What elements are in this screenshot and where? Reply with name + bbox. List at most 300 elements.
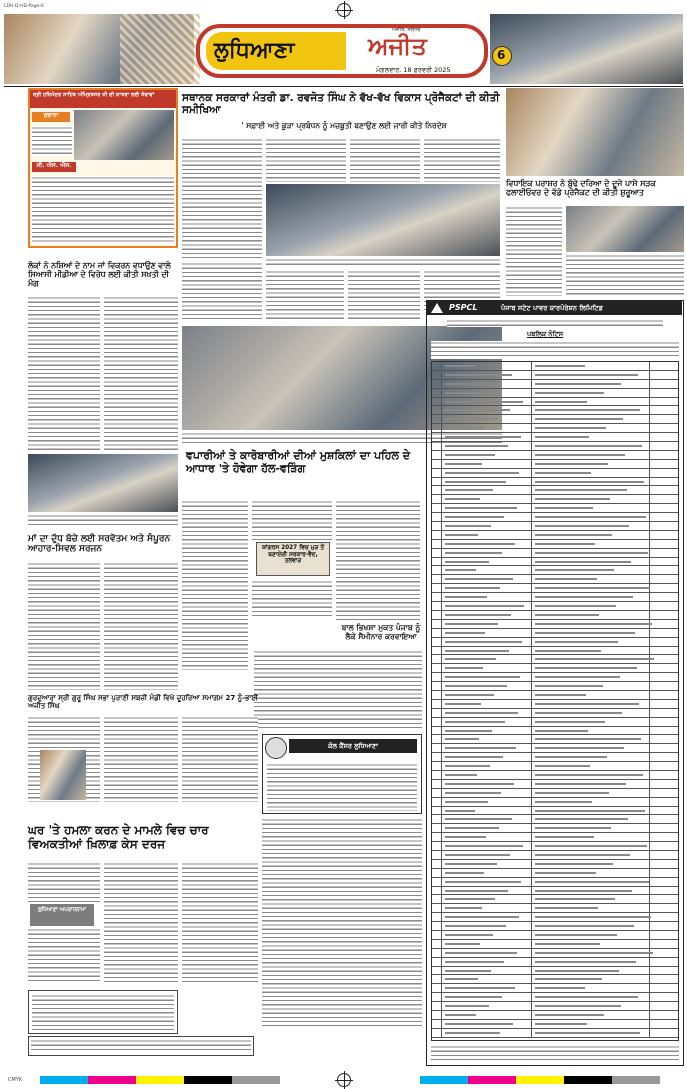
cell — [650, 815, 678, 823]
cell — [532, 798, 650, 806]
right-top-photo — [506, 88, 684, 176]
pspcl-table-row — [432, 815, 678, 824]
cell — [532, 682, 650, 690]
gurdwara-portrait — [40, 750, 86, 800]
cell — [432, 1020, 442, 1028]
pspcl-table-row — [432, 682, 678, 691]
cell — [650, 860, 678, 868]
pspcl-table — [431, 361, 679, 1041]
cell — [432, 869, 442, 877]
cell — [442, 967, 532, 975]
cell — [650, 798, 678, 806]
pspcl-table-row — [432, 878, 678, 887]
cell — [432, 700, 442, 708]
cell — [532, 566, 650, 574]
pspcl-table-row — [432, 904, 678, 913]
cell — [442, 1020, 532, 1028]
bottom-col-1b — [28, 928, 100, 984]
cell — [442, 478, 532, 486]
cmyk-colorbar — [40, 1076, 280, 1084]
swatch-gray — [232, 1076, 280, 1084]
pspcl-table-row — [432, 940, 678, 949]
cell — [532, 513, 650, 521]
cell — [432, 744, 442, 752]
cell — [650, 975, 678, 983]
cell — [650, 531, 678, 539]
cell — [650, 415, 678, 423]
cell — [432, 958, 442, 966]
cell — [432, 904, 442, 912]
cell — [442, 442, 532, 450]
cell — [442, 780, 532, 788]
cell — [650, 878, 678, 886]
cell — [432, 851, 442, 859]
lead-col-4 — [424, 138, 500, 182]
pspcl-table-row — [432, 504, 678, 513]
bank-ad-table — [262, 818, 422, 1026]
pspcl-table-row — [432, 984, 678, 993]
traders-col-4 — [336, 500, 420, 620]
cell — [532, 593, 650, 601]
right-top-col-2 — [566, 254, 684, 296]
swatch-cyan — [40, 1076, 88, 1084]
cell — [532, 975, 650, 983]
pspcl-table-row — [432, 424, 678, 433]
pspcl-table-row — [432, 522, 678, 531]
cell — [532, 575, 650, 583]
lead-photo-meeting — [266, 184, 500, 256]
cell — [532, 549, 650, 557]
pspcl-table-row — [432, 727, 678, 736]
cell — [432, 664, 442, 672]
cell — [442, 575, 532, 583]
left-second-headline: ਲੋਕਾਂ ਨੇ ਨਸ਼ਿਆਂ ਦੇ ਨਾਮ ਜਾਂ ਵਿਕਰਨ ਵਧਾਉਣ ਵਾਲੇ ਸਿਆਸੀ ਮੀਡੀਆ ਦੇ ਵਿਰੋਧ ਲਈ ਕੀਤੀ ਸਖਤੀ ਦੀ ਮੰਗ — [28, 261, 171, 288]
cell — [650, 762, 678, 770]
cell — [532, 398, 650, 406]
cell — [532, 993, 650, 1001]
lead-col-6 — [266, 270, 344, 322]
cell — [442, 958, 532, 966]
bottom-headline: ਘਰ 'ਤੇ ਹਮਲਾ ਕਰਨ ਦੇ ਮਾਮਲੇ ਵਿਚ ਚਾਰ ਵਿਅਕਤੀਆਂ ਖ਼ਿਲਾਫ਼ ਕੇਸ ਦਰਜ — [28, 823, 209, 851]
cell — [650, 887, 678, 895]
swatch-yellow — [516, 1076, 564, 1084]
cell — [650, 647, 678, 655]
pspcl-table-row — [432, 949, 678, 958]
traders-col-1 — [182, 500, 248, 670]
cell — [432, 709, 442, 717]
cell — [432, 469, 442, 477]
cell — [432, 798, 442, 806]
cell — [650, 958, 678, 966]
pspcl-table-row — [432, 611, 678, 620]
cell — [650, 780, 678, 788]
cell — [442, 513, 532, 521]
cell — [650, 753, 678, 761]
cell — [442, 558, 532, 566]
masthead-paper: ਅਜੀਤ — [368, 32, 427, 60]
cell — [442, 611, 532, 619]
cell — [650, 842, 678, 850]
cell — [532, 807, 650, 815]
pspcl-table-row — [432, 753, 678, 762]
pspcl-table-row — [432, 931, 678, 940]
cell — [442, 522, 532, 530]
cell — [432, 931, 442, 939]
cell — [532, 460, 650, 468]
cell — [650, 620, 678, 628]
bottom-tag — [30, 904, 94, 926]
ad-text-1 — [32, 126, 72, 156]
cell — [432, 442, 442, 450]
cell — [650, 380, 678, 388]
pspcl-table-row — [432, 620, 678, 629]
cell — [442, 593, 532, 601]
cell — [432, 735, 442, 743]
cell — [432, 647, 442, 655]
traders-headline: ਵਪਾਰੀਆਂ ਤੇ ਕਾਰੋਬਾਰੀਆਂ ਦੀਆਂ ਮੁਸ਼ਕਿਲਾਂ ਦਾ ਪਹਿਲ ਦੇ ਆਧਾਰ 'ਤੇ ਹੋਵੇਗਾ ਹੱਲ-ਵੜਿੰਗ — [186, 449, 411, 475]
cell — [650, 1011, 678, 1019]
cell — [532, 931, 650, 939]
cell — [532, 611, 650, 619]
cell — [432, 807, 442, 815]
cell — [650, 913, 678, 921]
traders-col-3 — [252, 580, 332, 616]
left-second-col-1 — [28, 296, 100, 450]
cell — [650, 682, 678, 690]
cell — [432, 860, 442, 868]
pspcl-table-row — [432, 922, 678, 931]
cell — [650, 824, 678, 832]
pspcl-table-row — [432, 460, 678, 469]
cell — [432, 620, 442, 628]
pspcl-table-row — [432, 735, 678, 744]
cell — [442, 495, 532, 503]
pspcl-table-row — [432, 709, 678, 718]
pspcl-table-row — [432, 495, 678, 504]
cell — [532, 424, 650, 432]
cell — [442, 460, 532, 468]
cell — [442, 406, 532, 414]
cell — [532, 469, 650, 477]
cell — [532, 584, 650, 592]
cell — [532, 718, 650, 726]
cell — [650, 709, 678, 717]
cell — [532, 922, 650, 930]
pspcl-table-row — [432, 958, 678, 967]
cell — [432, 895, 442, 903]
cell — [650, 727, 678, 735]
cell — [442, 1029, 532, 1037]
cell — [532, 700, 650, 708]
cell — [442, 771, 532, 779]
cell — [650, 522, 678, 530]
cell — [442, 789, 532, 797]
cell — [532, 522, 650, 530]
cell — [442, 389, 532, 397]
pspcl-table-row — [432, 478, 678, 487]
pspcl-table-row — [432, 602, 678, 611]
bank-logo-icon — [265, 737, 287, 759]
cell — [442, 602, 532, 610]
cell — [532, 833, 650, 841]
cell — [650, 904, 678, 912]
mother-milk-col-1 — [28, 562, 100, 690]
cell — [532, 789, 650, 797]
cell — [650, 700, 678, 708]
cell — [650, 433, 678, 441]
pspcl-table-row — [432, 691, 678, 700]
cell — [432, 451, 442, 459]
cell — [442, 975, 532, 983]
cell — [532, 620, 650, 628]
cell — [650, 389, 678, 397]
cell — [442, 931, 532, 939]
cell — [532, 442, 650, 450]
pspcl-table-row — [432, 860, 678, 869]
cell — [532, 415, 650, 423]
cell — [442, 815, 532, 823]
cell — [432, 842, 442, 850]
pspcl-table-row — [432, 842, 678, 851]
lead-headline: ਸਥਾਨਕ ਸਰਕਾਰਾਂ ਮੰਤਰੀ ਡਾ. ਰਵਜੋਤ ਸਿੰਘ ਨੇ ਵੱਖ-ਵੱਖ ਵਿਕਾਸ ਪ੍ਰੋਜੈਕਟਾਂ ਦੀ ਕੀਤੀ ਸਮੀਖਿਆ — [182, 92, 500, 117]
cell — [432, 540, 442, 548]
pspcl-notice — [426, 300, 684, 1066]
cell — [650, 451, 678, 459]
cell — [432, 887, 442, 895]
printer-line — [28, 1036, 254, 1056]
cell — [442, 798, 532, 806]
pspcl-address — [447, 319, 663, 327]
cell — [650, 629, 678, 637]
pspcl-table-row — [432, 975, 678, 984]
cell — [650, 371, 678, 379]
cell — [532, 638, 650, 646]
ad-top-left — [28, 88, 178, 248]
cell — [442, 691, 532, 699]
cell — [650, 504, 678, 512]
traders-box-text: ਕਾਂਗਰਸ 2027 ਵਿਚ ਮੁੜ ਤੋਂ ਬਣਾਏਗੀ ਸਰਕਾਰ-ਵੈਦ, ਤਲਵਾੜ — [261, 545, 324, 565]
cell — [650, 869, 678, 877]
pspcl-table-row — [432, 593, 678, 602]
cell — [432, 753, 442, 761]
cell — [442, 424, 532, 432]
cell — [532, 735, 650, 743]
cell — [442, 833, 532, 841]
cell — [432, 949, 442, 957]
cell — [442, 531, 532, 539]
pspcl-table-row — [432, 486, 678, 495]
cell — [532, 860, 650, 868]
cell — [532, 647, 650, 655]
cell — [532, 913, 650, 921]
pspcl-table-row — [432, 895, 678, 904]
cell — [442, 727, 532, 735]
cell — [432, 824, 442, 832]
cell — [532, 851, 650, 859]
cell — [650, 949, 678, 957]
cell — [432, 389, 442, 397]
cmyk-colorbar-right — [420, 1076, 660, 1084]
traders-col-2 — [252, 500, 332, 540]
cell — [532, 824, 650, 832]
cell — [442, 655, 532, 663]
pspcl-table-row — [432, 824, 678, 833]
pspcl-table-row — [432, 1002, 678, 1011]
cell — [650, 851, 678, 859]
swatch-magenta — [468, 1076, 516, 1084]
cell — [650, 895, 678, 903]
cell — [532, 540, 650, 548]
bank-ad-text — [267, 763, 417, 811]
cell — [650, 993, 678, 1001]
cell — [432, 913, 442, 921]
lead-subhead: ' ਸਫ਼ਾਈ ਅਤੇ ਕੂੜਾ ਪ੍ਰਬੰਧਨ ਨੂੰ ਮਜ਼ਬੂਤੀ ਬਣਾਉਣ ਲਈ ਜਾਰੀ ਕੀਤੇ ਨਿਰਦੇਸ਼ — [241, 121, 447, 130]
cell — [532, 558, 650, 566]
cell — [442, 549, 532, 557]
cell — [532, 984, 650, 992]
child-labour-headline: ਬਾਲ ਭਿਖਸ਼ਾ ਮੁਕਤ ਪੰਜਾਬ ਨੂੰ ਲੈਕੇ ਸੈਮੀਨਾਰ ਕਰਵਾਇਆ — [341, 623, 421, 641]
cell — [532, 531, 650, 539]
pspcl-table-row — [432, 673, 678, 682]
cell — [532, 664, 650, 672]
colorbar-label: CMYK — [8, 1077, 23, 1083]
pspcl-notice-title: ਪਬਲਿਕ ਨੋਟਿਸ — [527, 330, 564, 338]
cell — [442, 718, 532, 726]
pspcl-table-row — [432, 833, 678, 842]
cell — [432, 718, 442, 726]
masthead-rule — [4, 86, 683, 87]
cell — [442, 904, 532, 912]
cell — [650, 691, 678, 699]
cell — [532, 904, 650, 912]
cell — [532, 478, 650, 486]
cell — [532, 967, 650, 975]
imprint-box — [28, 990, 178, 1034]
cell — [442, 869, 532, 877]
ad-label-2: ਸੀ. ਐਸ. ਐਸ. — [32, 162, 76, 172]
cell — [650, 833, 678, 841]
pspcl-table-row — [432, 718, 678, 727]
cell — [650, 593, 678, 601]
cell — [650, 398, 678, 406]
cell — [442, 504, 532, 512]
cell — [650, 469, 678, 477]
cell — [432, 513, 442, 521]
cell — [442, 807, 532, 815]
cell — [532, 371, 650, 379]
ad-photo-temple — [74, 110, 174, 160]
lead-col-7 — [348, 270, 420, 322]
cell — [532, 486, 650, 494]
cell — [650, 1029, 678, 1037]
lead-col-5 — [182, 262, 262, 322]
cell — [650, 931, 678, 939]
cell — [650, 575, 678, 583]
cell — [532, 1029, 650, 1037]
cell — [442, 620, 532, 628]
pspcl-footer — [431, 1045, 679, 1063]
cell — [650, 566, 678, 574]
cell — [442, 371, 532, 379]
pspcl-table-row — [432, 851, 678, 860]
bottom-tag-text: ਲੁਧਿਆਣਾ ਅਪਰਾਧਨਾਮਾ — [38, 907, 86, 913]
cell — [532, 762, 650, 770]
cell — [432, 406, 442, 414]
bank-ad — [262, 734, 422, 814]
mother-milk-col-2 — [104, 562, 178, 690]
cell — [532, 495, 650, 503]
pspcl-table-row — [432, 807, 678, 816]
cell — [650, 486, 678, 494]
cell — [442, 949, 532, 957]
cell — [432, 638, 442, 646]
cell — [442, 584, 532, 592]
mother-milk-photo — [28, 454, 178, 512]
cell — [650, 967, 678, 975]
lead-photo-caption — [266, 258, 500, 267]
cell — [442, 762, 532, 770]
left-second-col-2 — [104, 296, 178, 450]
cell — [650, 540, 678, 548]
pspcl-header — [427, 301, 682, 315]
pspcl-table-row — [432, 762, 678, 771]
pspcl-table-row — [432, 513, 678, 522]
cell — [442, 922, 532, 930]
cell — [432, 433, 442, 441]
cell — [442, 984, 532, 992]
pspcl-table-row — [432, 406, 678, 415]
cell — [432, 762, 442, 770]
pspcl-table-row — [432, 362, 678, 371]
cell — [532, 949, 650, 957]
cell — [442, 486, 532, 494]
cell — [532, 406, 650, 414]
pspcl-table-row — [432, 415, 678, 424]
cell — [442, 451, 532, 459]
registration-mark — [337, 1073, 351, 1087]
cell — [442, 540, 532, 548]
cell — [532, 958, 650, 966]
cell — [532, 380, 650, 388]
cell — [650, 406, 678, 414]
cell — [432, 380, 442, 388]
pspcl-table-row — [432, 744, 678, 753]
imprint-text — [32, 994, 174, 1030]
pspcl-table-row — [432, 869, 678, 878]
cell — [650, 984, 678, 992]
cell — [432, 780, 442, 788]
pspcl-table-row — [432, 629, 678, 638]
cell — [432, 878, 442, 886]
cell — [432, 362, 442, 370]
cell — [650, 602, 678, 610]
cell — [442, 362, 532, 370]
lead-col-2 — [266, 138, 346, 182]
slug-line: LDH-D-HD-Page-6 — [4, 4, 44, 9]
masthead-city: ਲੁਧਿਆਣਾ — [214, 38, 295, 63]
cell — [650, 558, 678, 566]
cell — [532, 1002, 650, 1010]
cell — [442, 415, 532, 423]
pspcl-table-row — [432, 887, 678, 896]
pspcl-table-row — [432, 442, 678, 451]
pspcl-table-row — [432, 1011, 678, 1020]
swatch-yellow — [136, 1076, 184, 1084]
cell — [432, 549, 442, 557]
cell — [432, 993, 442, 1001]
cell — [650, 789, 678, 797]
pspcl-table-row — [432, 451, 678, 460]
